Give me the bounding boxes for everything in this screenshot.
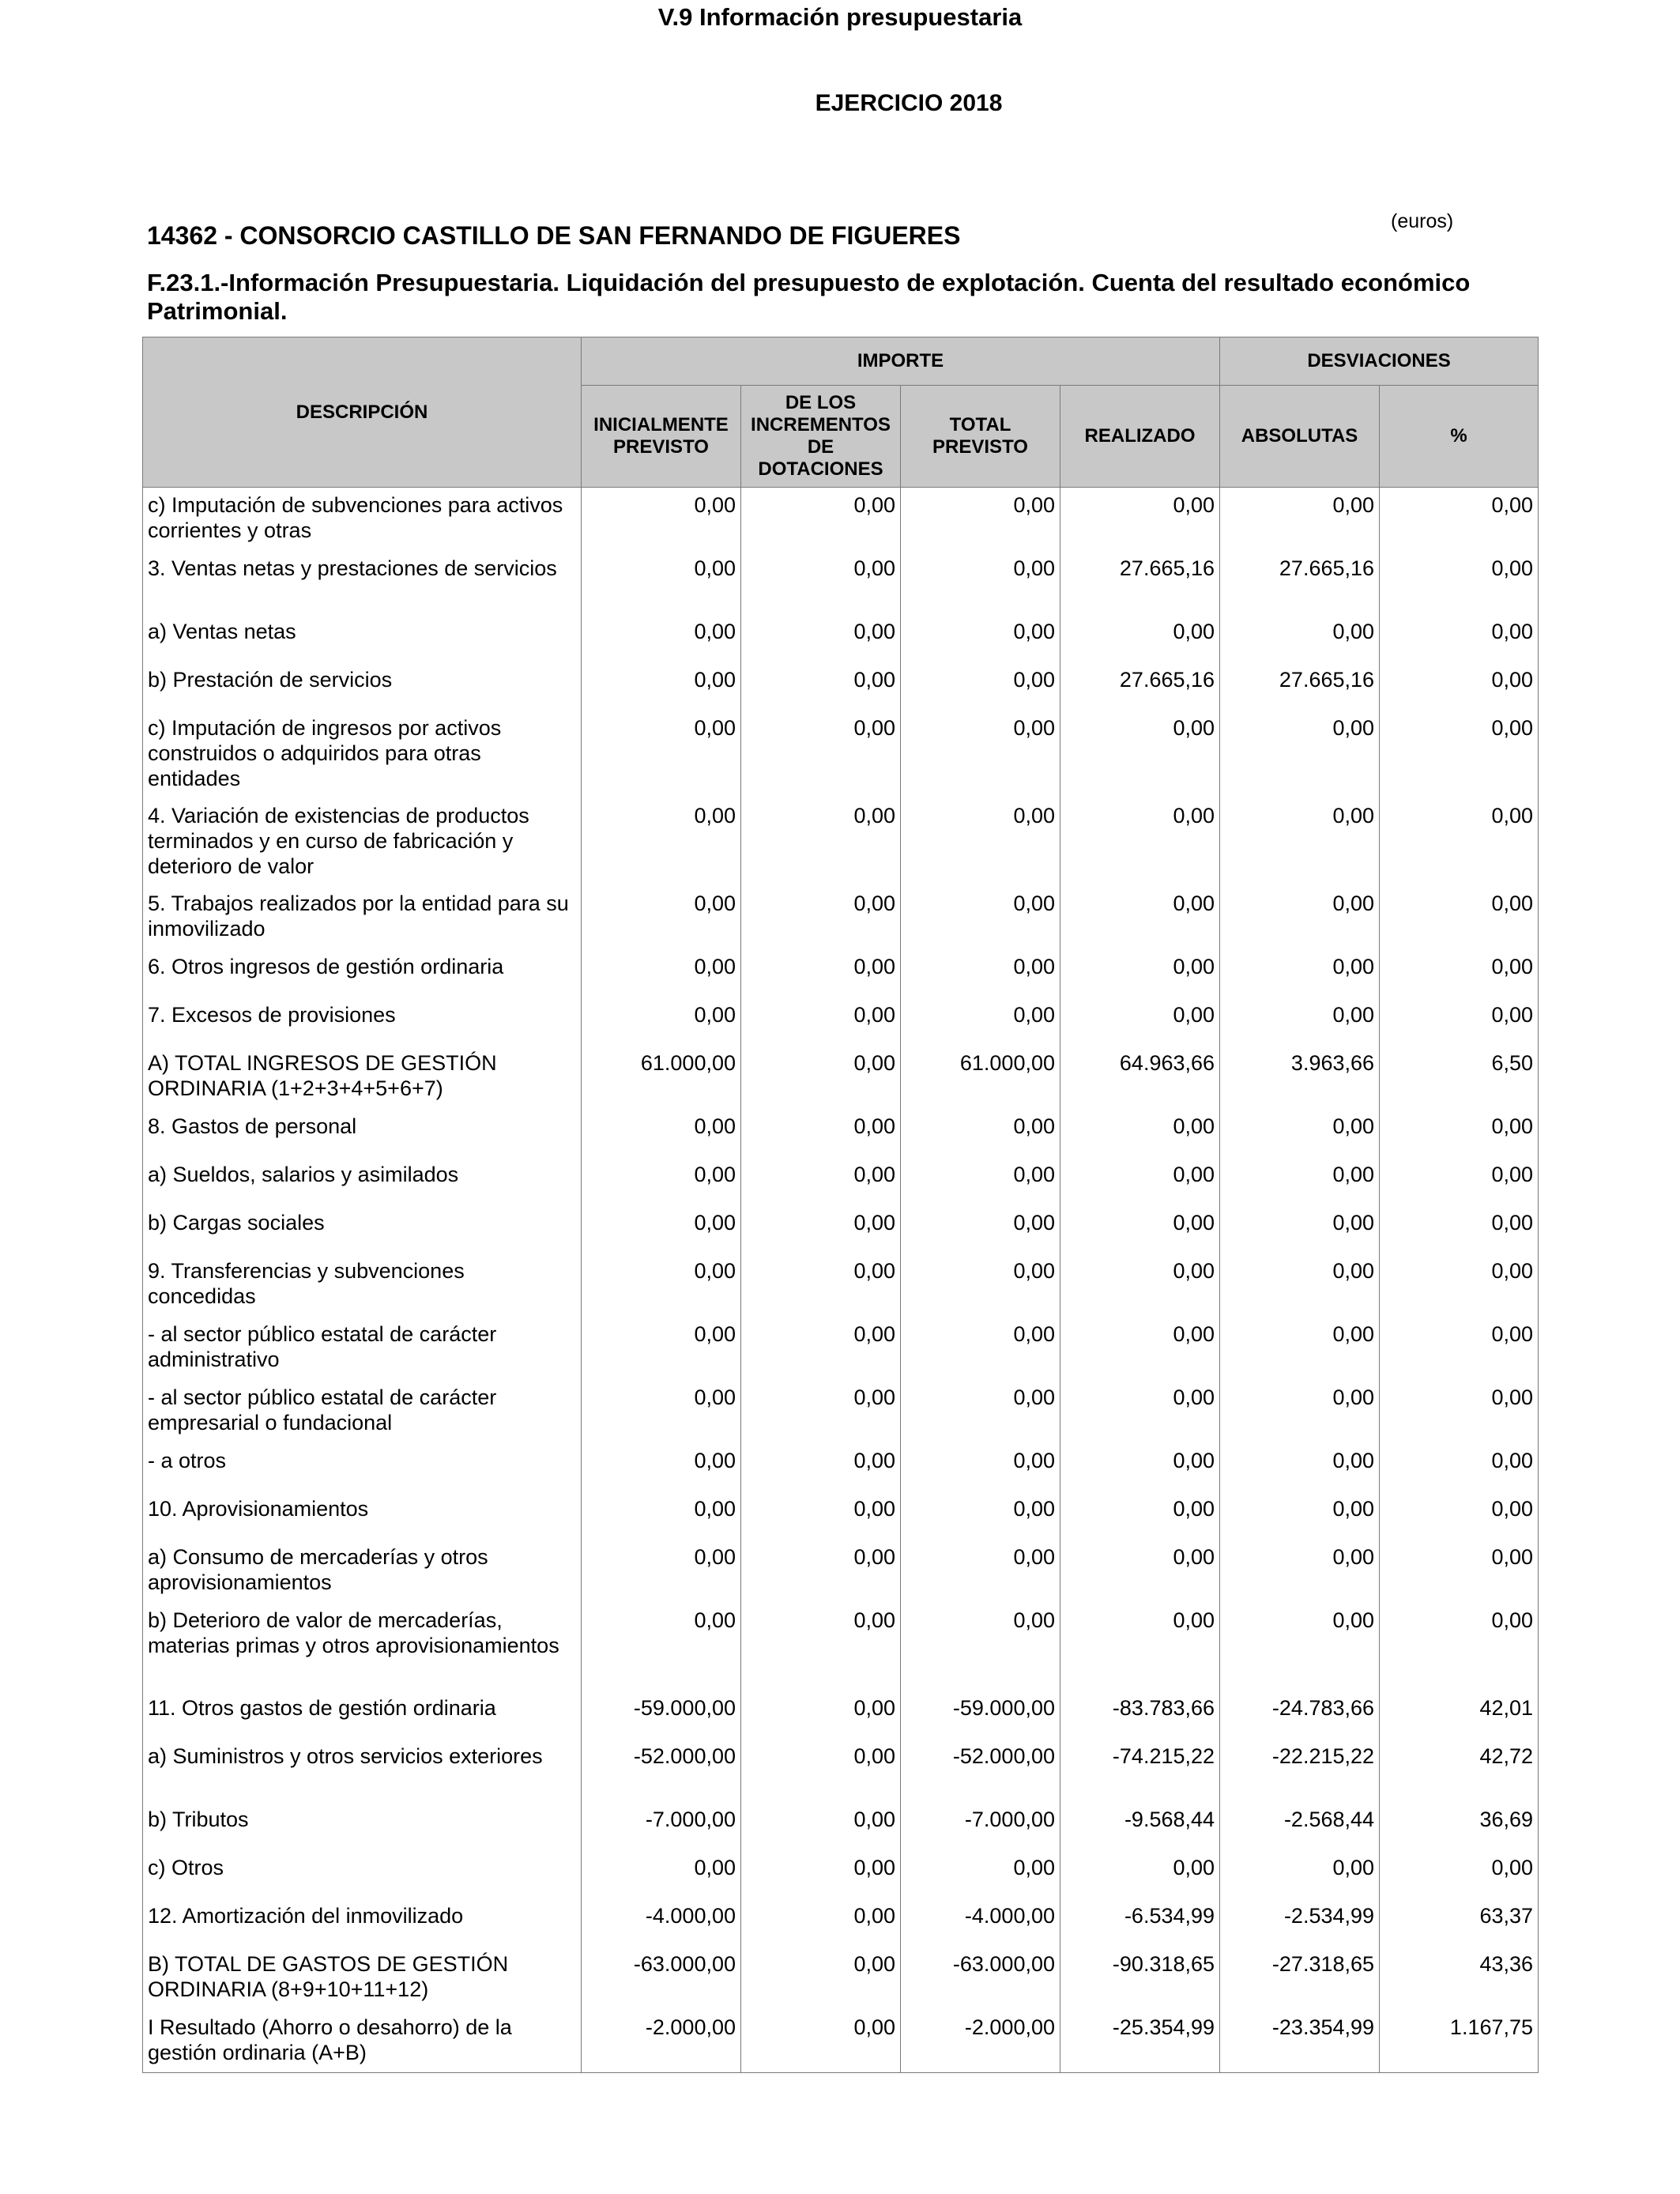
value-pct: 0,00 — [1380, 551, 1539, 614]
value-pct: 42,72 — [1380, 1739, 1539, 1802]
exercise-year: EJERCICIO 2018 — [815, 90, 1003, 116]
value-total: 0,00 — [901, 1491, 1060, 1540]
value-realizado: 0,00 — [1060, 798, 1220, 886]
header-incrementos-dotaciones: DE LOS INCREMENTOS DE DOTACIONES — [741, 386, 901, 488]
table-row — [143, 1540, 1539, 1603]
value-realizado: -6.534,99 — [1060, 1898, 1220, 1947]
table-row — [143, 1205, 1539, 1253]
value-total: 0,00 — [901, 1850, 1060, 1898]
value-incrementos: 0,00 — [741, 949, 901, 997]
table-row — [143, 662, 1539, 711]
value-inicial: 0,00 — [582, 997, 741, 1046]
row-description: a) Sueldos, salarios y asimilados — [143, 1157, 582, 1205]
value-pct: 0,00 — [1380, 798, 1539, 886]
value-absolutas: 0,00 — [1220, 488, 1380, 551]
budget-table-body — [143, 488, 1539, 2073]
value-inicial: -52.000,00 — [582, 1739, 741, 1802]
row-description: A) TOTAL INGRESOS DE GESTIÓN ORDINARIA (1+2+3+4+5+6+7) — [143, 1046, 582, 1109]
value-incrementos: 0,00 — [741, 1380, 901, 1443]
value-total: 0,00 — [901, 1443, 1060, 1491]
value-total: 0,00 — [901, 662, 1060, 711]
value-absolutas: 0,00 — [1220, 1603, 1380, 1691]
value-total: 0,00 — [901, 1157, 1060, 1205]
value-incrementos: 0,00 — [741, 1739, 901, 1802]
table-row — [143, 711, 1539, 798]
table-row — [143, 551, 1539, 614]
value-total: 61.000,00 — [901, 1046, 1060, 1109]
row-description: b) Tributos — [143, 1802, 582, 1850]
budget-table — [142, 337, 1539, 2073]
header-group-desviaciones: DESVIACIONES — [1220, 337, 1539, 386]
value-total: 0,00 — [901, 711, 1060, 798]
header-group-importe: IMPORTE — [582, 337, 1220, 386]
table-row — [143, 1157, 1539, 1205]
table-row — [143, 1253, 1539, 1317]
value-absolutas: -22.215,22 — [1220, 1739, 1380, 1802]
value-absolutas: 0,00 — [1220, 1443, 1380, 1491]
table-row — [143, 1802, 1539, 1850]
value-inicial: -59.000,00 — [582, 1691, 741, 1739]
row-description: 9. Transferencias y subvenciones concedidas — [143, 1253, 582, 1317]
value-pct: 36,69 — [1380, 1802, 1539, 1850]
header-inicialmente-previsto: INICIALMENTE PREVISTO — [582, 386, 741, 488]
form-title: F.23.1.-Información Presupuestaria. Liquidación del presupuesto de explotación. Cuenta del resultado económico Patrimonial. — [147, 269, 1471, 325]
value-incrementos: 0,00 — [741, 1491, 901, 1540]
row-description: 12. Amortización del inmovilizado — [143, 1898, 582, 1947]
value-pct: 1.167,75 — [1380, 2010, 1539, 2073]
row-description: c) Imputación de ingresos por activos construidos o adquiridos para otras entidades — [143, 711, 582, 798]
value-total: 0,00 — [901, 1380, 1060, 1443]
value-realizado: -74.215,22 — [1060, 1739, 1220, 1802]
row-description: c) Imputación de subvenciones para activos corrientes y otras — [143, 488, 582, 551]
value-absolutas: 27.665,16 — [1220, 551, 1380, 614]
row-description: I Resultado (Ahorro o desahorro) de la gestión ordinaria (A+B) — [143, 2010, 582, 2073]
value-realizado: 0,00 — [1060, 997, 1220, 1046]
value-absolutas: 0,00 — [1220, 1205, 1380, 1253]
table-row — [143, 2010, 1539, 2073]
value-inicial: 0,00 — [582, 1380, 741, 1443]
value-pct: 0,00 — [1380, 711, 1539, 798]
value-realizado: -90.318,65 — [1060, 1947, 1220, 2010]
value-absolutas: -27.318,65 — [1220, 1947, 1380, 2010]
value-pct: 0,00 — [1380, 1380, 1539, 1443]
value-inicial: 0,00 — [582, 711, 741, 798]
value-absolutas: 0,00 — [1220, 886, 1380, 949]
table-row — [143, 614, 1539, 662]
value-realizado: 0,00 — [1060, 614, 1220, 662]
value-absolutas: 27.665,16 — [1220, 662, 1380, 711]
table-row — [143, 488, 1539, 551]
table-row — [143, 1491, 1539, 1540]
value-total: -63.000,00 — [901, 1947, 1060, 2010]
value-pct: 0,00 — [1380, 997, 1539, 1046]
table-row — [143, 1850, 1539, 1898]
value-pct: 0,00 — [1380, 1253, 1539, 1317]
value-total: 0,00 — [901, 949, 1060, 997]
value-incrementos: 0,00 — [741, 1603, 901, 1691]
value-absolutas: 0,00 — [1220, 1850, 1380, 1898]
row-description: 10. Aprovisionamientos — [143, 1491, 582, 1540]
value-absolutas: 0,00 — [1220, 997, 1380, 1046]
value-inicial: 0,00 — [582, 1540, 741, 1603]
header-total-previsto: TOTAL PREVISTO — [901, 386, 1060, 488]
value-realizado: 0,00 — [1060, 1443, 1220, 1491]
table-row — [143, 798, 1539, 886]
value-incrementos: 0,00 — [741, 662, 901, 711]
value-total: 0,00 — [901, 1540, 1060, 1603]
value-pct: 42,01 — [1380, 1691, 1539, 1739]
row-description: 3. Ventas netas y prestaciones de servicios — [143, 551, 582, 614]
value-pct: 0,00 — [1380, 1443, 1539, 1491]
value-inicial: 0,00 — [582, 1205, 741, 1253]
value-realizado: 0,00 — [1060, 488, 1220, 551]
value-total: 0,00 — [901, 1109, 1060, 1157]
section-title: V.9 Información presupuestaria — [657, 3, 1023, 31]
value-total: 0,00 — [901, 488, 1060, 551]
value-absolutas: 0,00 — [1220, 711, 1380, 798]
value-realizado: 0,00 — [1060, 949, 1220, 997]
value-incrementos: 0,00 — [741, 614, 901, 662]
header-percent: % — [1380, 386, 1539, 488]
value-incrementos: 0,00 — [741, 798, 901, 886]
value-incrementos: 0,00 — [741, 551, 901, 614]
value-total: 0,00 — [901, 798, 1060, 886]
value-total: 0,00 — [901, 1205, 1060, 1253]
value-inicial: 0,00 — [582, 1109, 741, 1157]
value-realizado: 0,00 — [1060, 1491, 1220, 1540]
value-incrementos: 0,00 — [741, 1205, 901, 1253]
value-inicial: -7.000,00 — [582, 1802, 741, 1850]
value-pct: 43,36 — [1380, 1947, 1539, 2010]
row-description: 11. Otros gastos de gestión ordinaria — [143, 1691, 582, 1739]
value-realizado: 0,00 — [1060, 1253, 1220, 1317]
value-absolutas: 0,00 — [1220, 1317, 1380, 1380]
value-absolutas: -24.783,66 — [1220, 1691, 1380, 1739]
row-description: 6. Otros ingresos de gestión ordinaria — [143, 949, 582, 997]
value-absolutas: -23.354,99 — [1220, 2010, 1380, 2073]
value-absolutas: 0,00 — [1220, 1491, 1380, 1540]
header-descripcion: DESCRIPCIÓN — [143, 337, 582, 488]
row-description: b) Cargas sociales — [143, 1205, 582, 1253]
value-incrementos: 0,00 — [741, 711, 901, 798]
value-absolutas: 3.963,66 — [1220, 1046, 1380, 1109]
row-description: b) Deterioro de valor de mercaderías, materias primas y otros aprovisionamientos — [143, 1603, 582, 1691]
row-description: - al sector público estatal de carácter empresarial o fundacional — [143, 1380, 582, 1443]
value-incrementos: 0,00 — [741, 1046, 901, 1109]
value-pct: 0,00 — [1380, 1540, 1539, 1603]
entity-name: 14362 - CONSORCIO CASTILLO DE SAN FERNANDO DE FIGUERES — [147, 221, 961, 250]
row-description: 8. Gastos de personal — [143, 1109, 582, 1157]
row-description: - al sector público estatal de carácter administrativo — [143, 1317, 582, 1380]
table-row — [143, 997, 1539, 1046]
value-incrementos: 0,00 — [741, 1947, 901, 2010]
table-row — [143, 1443, 1539, 1491]
value-incrementos: 0,00 — [741, 1850, 901, 1898]
value-incrementos: 0,00 — [741, 1109, 901, 1157]
value-total: 0,00 — [901, 551, 1060, 614]
value-inicial: 0,00 — [582, 551, 741, 614]
value-incrementos: 0,00 — [741, 997, 901, 1046]
value-inicial: 0,00 — [582, 488, 741, 551]
value-inicial: 0,00 — [582, 1850, 741, 1898]
value-total: -59.000,00 — [901, 1691, 1060, 1739]
value-incrementos: 0,00 — [741, 2010, 901, 2073]
value-total: 0,00 — [901, 1317, 1060, 1380]
table-row — [143, 1109, 1539, 1157]
value-pct: 0,00 — [1380, 1603, 1539, 1691]
table-row — [143, 1380, 1539, 1443]
value-pct: 0,00 — [1380, 1317, 1539, 1380]
value-incrementos: 0,00 — [741, 1691, 901, 1739]
value-pct: 0,00 — [1380, 1850, 1539, 1898]
value-inicial: 0,00 — [582, 1491, 741, 1540]
value-realizado: 0,00 — [1060, 711, 1220, 798]
value-absolutas: 0,00 — [1220, 1380, 1380, 1443]
table-row — [143, 1739, 1539, 1802]
value-realizado: -25.354,99 — [1060, 2010, 1220, 2073]
value-realizado: 0,00 — [1060, 1317, 1220, 1380]
row-description: 4. Variación de existencias de productos terminados y en curso de fabricación y deterioro de valor — [143, 798, 582, 886]
row-description: - a otros — [143, 1443, 582, 1491]
value-inicial: -4.000,00 — [582, 1898, 741, 1947]
value-inicial: 0,00 — [582, 798, 741, 886]
row-description: b) Prestación de servicios — [143, 662, 582, 711]
value-realizado: 27.665,16 — [1060, 662, 1220, 711]
value-realizado: -83.783,66 — [1060, 1691, 1220, 1739]
table-row — [143, 886, 1539, 949]
table-row — [143, 1947, 1539, 2010]
value-pct: 0,00 — [1380, 1491, 1539, 1540]
table-row — [143, 1898, 1539, 1947]
value-absolutas: -2.534,99 — [1220, 1898, 1380, 1947]
value-total: 0,00 — [901, 1253, 1060, 1317]
value-total: 0,00 — [901, 997, 1060, 1046]
table-row — [143, 1603, 1539, 1691]
value-realizado: 0,00 — [1060, 1380, 1220, 1443]
value-inicial: 0,00 — [582, 1443, 741, 1491]
value-realizado: 64.963,66 — [1060, 1046, 1220, 1109]
row-description: c) Otros — [143, 1850, 582, 1898]
value-pct: 0,00 — [1380, 1205, 1539, 1253]
value-inicial: -63.000,00 — [582, 1947, 741, 2010]
value-incrementos: 0,00 — [741, 1157, 901, 1205]
row-description: 5. Trabajos realizados por la entidad para su inmovilizado — [143, 886, 582, 949]
row-description: B) TOTAL DE GASTOS DE GESTIÓN ORDINARIA (8+9+10+11+12) — [143, 1947, 582, 2010]
value-absolutas: 0,00 — [1220, 798, 1380, 886]
value-inicial: 0,00 — [582, 1603, 741, 1691]
value-total: -4.000,00 — [901, 1898, 1060, 1947]
value-total: 0,00 — [901, 886, 1060, 949]
value-realizado: 0,00 — [1060, 1850, 1220, 1898]
value-incrementos: 0,00 — [741, 1898, 901, 1947]
value-incrementos: 0,00 — [741, 1443, 901, 1491]
value-realizado: -9.568,44 — [1060, 1802, 1220, 1850]
value-inicial: -2.000,00 — [582, 2010, 741, 2073]
value-inicial: 0,00 — [582, 662, 741, 711]
value-pct: 0,00 — [1380, 662, 1539, 711]
value-pct: 0,00 — [1380, 949, 1539, 997]
table-row — [143, 1317, 1539, 1380]
value-total: -7.000,00 — [901, 1802, 1060, 1850]
table-row — [143, 1046, 1539, 1109]
value-realizado: 0,00 — [1060, 1109, 1220, 1157]
value-pct: 0,00 — [1380, 614, 1539, 662]
value-realizado: 0,00 — [1060, 1157, 1220, 1205]
value-total: 0,00 — [901, 1603, 1060, 1691]
table-row — [143, 949, 1539, 997]
value-incrementos: 0,00 — [741, 488, 901, 551]
value-incrementos: 0,00 — [741, 1802, 901, 1850]
value-realizado: 0,00 — [1060, 1603, 1220, 1691]
value-absolutas: 0,00 — [1220, 949, 1380, 997]
value-absolutas: 0,00 — [1220, 1253, 1380, 1317]
value-pct: 0,00 — [1380, 488, 1539, 551]
row-description: a) Consumo de mercaderías y otros aprovisionamientos — [143, 1540, 582, 1603]
table-row — [143, 1691, 1539, 1739]
value-inicial: 61.000,00 — [582, 1046, 741, 1109]
value-realizado: 27.665,16 — [1060, 551, 1220, 614]
value-total: -52.000,00 — [901, 1739, 1060, 1802]
value-absolutas: 0,00 — [1220, 1157, 1380, 1205]
value-absolutas: 0,00 — [1220, 614, 1380, 662]
value-pct: 0,00 — [1380, 886, 1539, 949]
value-inicial: 0,00 — [582, 949, 741, 997]
header-absolutas: ABSOLUTAS — [1220, 386, 1380, 488]
currency-units: (euros) — [1391, 210, 1454, 232]
value-absolutas: -2.568,44 — [1220, 1802, 1380, 1850]
value-pct: 63,37 — [1380, 1898, 1539, 1947]
value-realizado: 0,00 — [1060, 886, 1220, 949]
value-absolutas: 0,00 — [1220, 1109, 1380, 1157]
value-incrementos: 0,00 — [741, 1253, 901, 1317]
value-incrementos: 0,00 — [741, 1317, 901, 1380]
value-pct: 0,00 — [1380, 1109, 1539, 1157]
row-description: a) Suministros y otros servicios exteriores — [143, 1739, 582, 1802]
value-inicial: 0,00 — [582, 614, 741, 662]
row-description: 7. Excesos de provisiones — [143, 997, 582, 1046]
value-pct: 0,00 — [1380, 1157, 1539, 1205]
value-total: 0,00 — [901, 614, 1060, 662]
value-realizado: 0,00 — [1060, 1540, 1220, 1603]
value-inicial: 0,00 — [582, 1253, 741, 1317]
value-realizado: 0,00 — [1060, 1205, 1220, 1253]
value-pct: 6,50 — [1380, 1046, 1539, 1109]
value-inicial: 0,00 — [582, 886, 741, 949]
value-incrementos: 0,00 — [741, 886, 901, 949]
header-realizado: REALIZADO — [1060, 386, 1220, 488]
value-inicial: 0,00 — [582, 1157, 741, 1205]
value-total: -2.000,00 — [901, 2010, 1060, 2073]
row-description: a) Ventas netas — [143, 614, 582, 662]
value-incrementos: 0,00 — [741, 1540, 901, 1603]
value-inicial: 0,00 — [582, 1317, 741, 1380]
value-absolutas: 0,00 — [1220, 1540, 1380, 1603]
